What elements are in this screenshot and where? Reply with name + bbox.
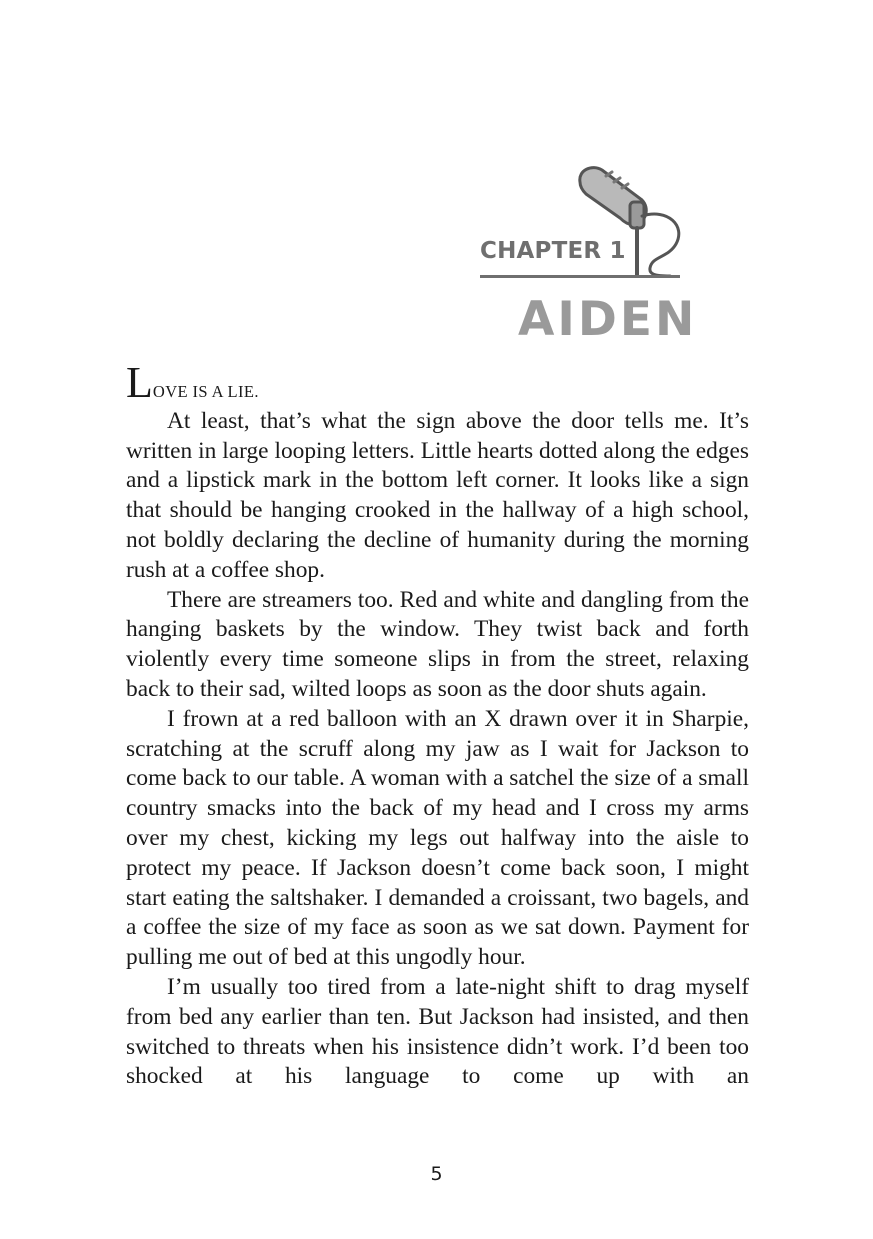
paragraph: There are streamers too. Red and white and dangling from the hanging baskets by the window. They twist back and forth violently every time someone slips in from the street, relaxing back to their sad, wilted loops as soon as the door shuts again. [126,586,749,702]
drop-cap: L [126,358,153,407]
microphone-icon [576,160,686,286]
page-number: 5 [430,1163,443,1185]
paragraph: I frown at a red balloon with an X drawn over it in Sharpie, scratching at the scruff along my jaw as I wait for Jackson to come back to our table. A woman with a satchel the size of a small country smacks into the back of my head and I cross my arms over my chest, kicking my legs out halfway into the aisle to protect my peace. If Jackson doesn’t come back soon, I might start eating the saltshaker. I demanded a croissant, two bagels, and a coffee the size of my face as soon as we sat down. Payment for pulling me out of bed at this ungodly hour. [126,705,749,971]
chapter-rule [480,275,680,278]
paragraph: I’m usually too tired from a late-night shift to drag myself from bed any earlier than ten. But Jackson had insisted, and then switched to threats when his insistence didn’t work. I’d been too shocked at his language to come up with an [126,973,749,1090]
body-text [126,358,749,1092]
opening-line [126,358,749,407]
chapter-label: CHAPTER 1 [480,238,626,264]
paragraph: At least, that’s what the sign above the door tells me. It’s written in large looping letters. Little hearts dotted along the edges and a lipstick mark in the bottom left corner. It looks like a sign that should be hanging crooked in the hallway of a high school, not boldly declaring the decline of humanity during the morning rush at a coffee shop. [126,407,749,583]
opening-small-caps: OVE IS A LIE. [152,382,259,401]
chapter-title: AIDEN [518,292,698,347]
